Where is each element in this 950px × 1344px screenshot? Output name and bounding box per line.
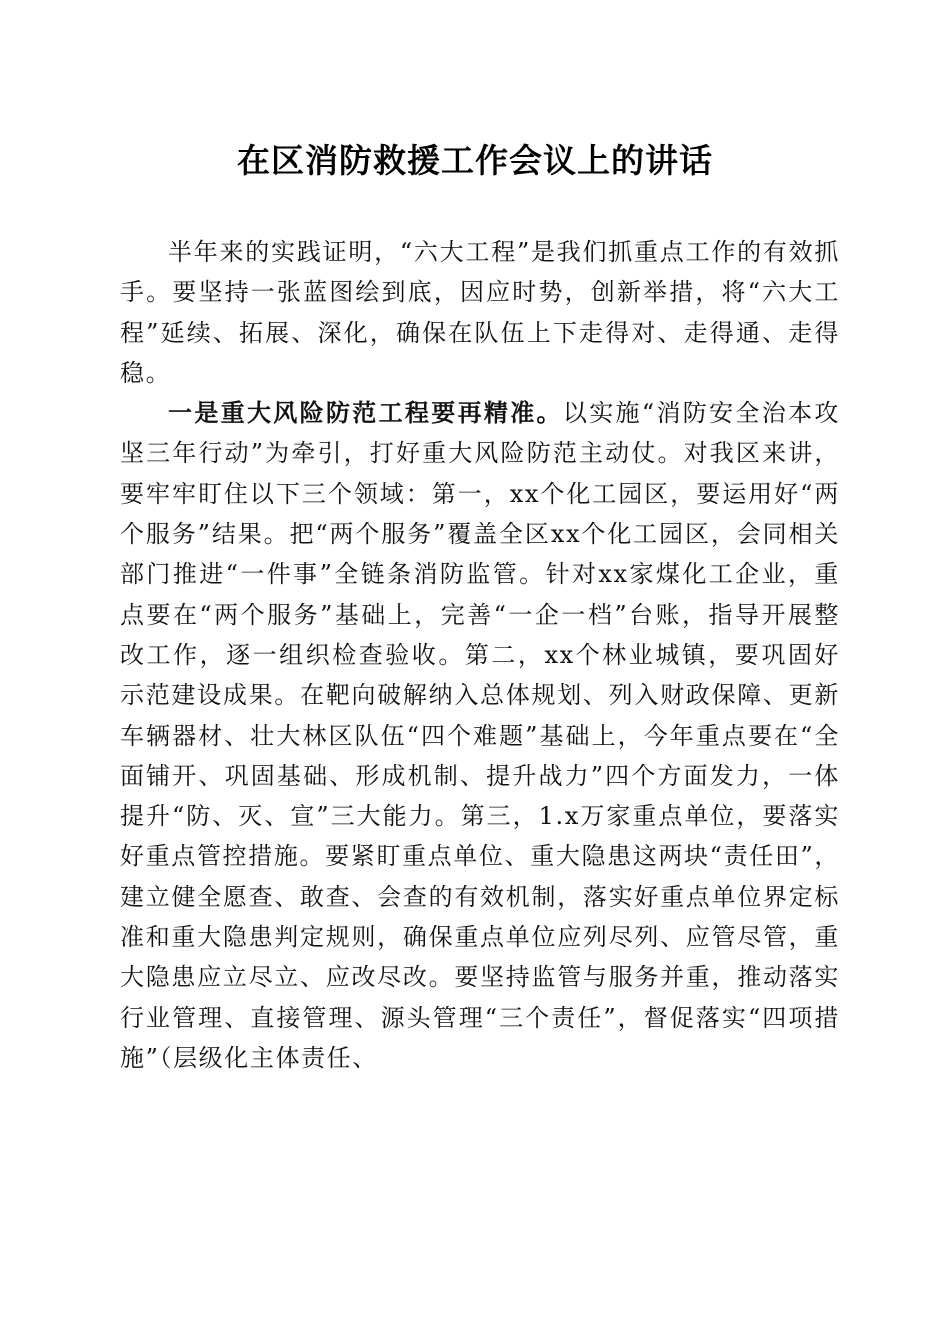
document-title: 在区消防救援工作会议上的讲话 bbox=[237, 141, 713, 180]
paragraph-2-text: 以实施“消防安全治本攻坚三年行动”为牵引，打好重大风险防范主动仗。对我区来讲，要牢牢盯住以下三个领域：第一，xx个化工园区，要运用好“两个服务”结果。把“两个服务”覆盖全区xx个化工园区，会同相关部门推进“一件事”全链条消防监管。针对xx家煤化工企业，重点要在“两个服务”基础上，完善“一企一档”台账，指导开展整改工作，逐一组织检查验收。第二，xx个林业城镇，要巩固好示范建设成果。在靶向破解纳入总体规划、列入财政保障、更新车辆器材、壮大林区队伍“四个难题”基础上，今年重点要在“全面铺开、巩固基础、形成机制、提升战力”四个方面发力，一体提升“防、灭、宣”三大能力。第三，1.x万家重点单位，要落实好重点管控措施。要紧盯重点单位、重大隐患这两块“责任田”，建立健全愿查、敢查、会查的有效机制，落实好重点单位界定标准和重大隐患判定规则，确保重点单位应列尽列、应管尽管，重大隐患应立尽立、应改尽改。要坚持监管与服务并重，推动落实行业管理、直接管理、源头管理“三个责任”，督促落实“四项措施”（层级化主体责任、 bbox=[120, 399, 840, 1072]
document-body bbox=[120, 232, 840, 1078]
paragraph-2 bbox=[120, 393, 840, 1078]
paragraph-1 bbox=[120, 232, 840, 393]
paragraph-2-lead: 一是重大风险防范工程要再精准。 bbox=[168, 398, 563, 428]
paragraph-1-text: 半年来的实践证明，“六大工程”是我们抓重点工作的有效抓手。要坚持一张蓝图绘到底，因应时势，创新举措，将“六大工程”延续、拓展、深化，确保在队伍上下走得对、走得通、走得稳。 bbox=[120, 238, 840, 387]
